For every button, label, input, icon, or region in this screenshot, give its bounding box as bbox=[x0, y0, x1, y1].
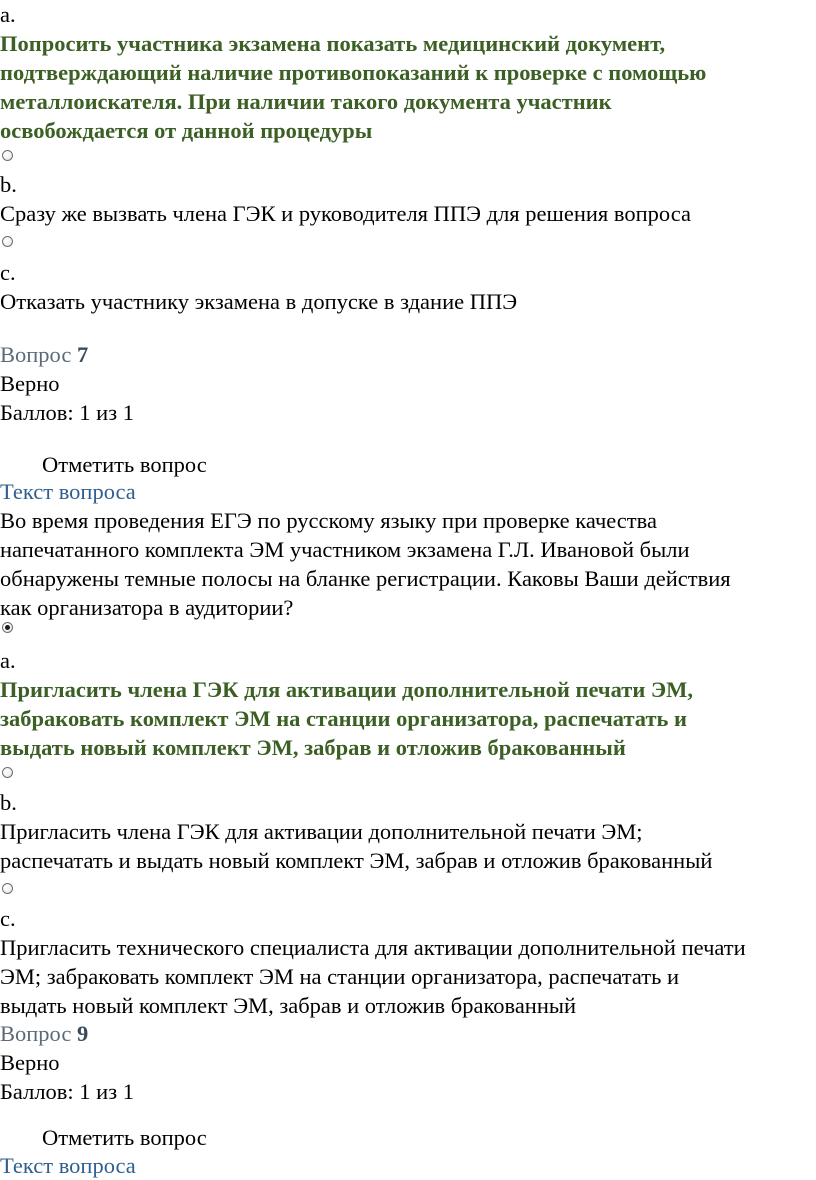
q6-option-c-radio-wrap bbox=[0, 236, 816, 247]
option-text-line: Пригласить члена ГЭК для активации дополнительной печати ЭМ; bbox=[0, 819, 643, 844]
option-text-line: освобождается от данной процедуры bbox=[0, 118, 373, 143]
option-text-line: ЭМ; забраковать комплект ЭМ на станции организатора, распечатать и bbox=[0, 964, 680, 989]
question-text-line: обнаружены темные полосы на бланке регистрации. Каковы Ваши действия bbox=[0, 566, 731, 591]
flag-question-link[interactable]: Отметить вопрос bbox=[42, 452, 207, 477]
q6-option-c-radio[interactable] bbox=[2, 236, 13, 247]
q7-flag bbox=[0, 450, 816, 479]
q7-option-b bbox=[0, 788, 816, 875]
question-number: 9 bbox=[76, 1021, 89, 1046]
question-text-line: как организатора в аудитории? bbox=[0, 595, 294, 620]
q7-option-c-radio-wrap bbox=[0, 883, 816, 894]
q6-option-b bbox=[0, 170, 816, 228]
question-score: Баллов: 1 из 1 bbox=[0, 400, 134, 425]
question-text-label: Текст вопроса bbox=[0, 1153, 136, 1178]
q9-flag bbox=[0, 1123, 816, 1152]
question-status: Верно bbox=[0, 371, 60, 396]
question-text-label: Текст вопроса bbox=[0, 479, 136, 504]
q7-text bbox=[0, 477, 816, 622]
question-heading bbox=[0, 1019, 816, 1048]
flag-question-link[interactable]: Отметить вопрос bbox=[42, 1125, 207, 1150]
q7-option-a bbox=[0, 646, 816, 762]
question-heading bbox=[0, 340, 816, 369]
option-text-line: Пригласить технического специалиста для активации дополнительной печати bbox=[0, 935, 746, 960]
question-score: Баллов: 1 из 1 bbox=[0, 1079, 134, 1104]
question-text-line: напечатанного комплекта ЭМ участником экзамена Г.Л. Ивановой были bbox=[0, 537, 690, 562]
option-letter: a. bbox=[0, 648, 16, 673]
question-label: Вопрос bbox=[0, 1021, 72, 1046]
q9-info bbox=[0, 1019, 816, 1106]
option-text-line: Отказать участнику экзамена в допуске в здание ППЭ bbox=[0, 289, 518, 314]
q9-text bbox=[0, 1151, 816, 1180]
q7-option-a-radio-wrap bbox=[0, 622, 816, 633]
option-letter: c. bbox=[0, 260, 16, 285]
option-text-line: забраковать комплект ЭМ на станции организатора, распечатать и bbox=[0, 706, 688, 731]
q7-info bbox=[0, 340, 816, 427]
q7-option-c bbox=[0, 904, 816, 1020]
q7-option-c-radio[interactable] bbox=[2, 883, 13, 894]
option-letter: b. bbox=[0, 172, 17, 197]
option-letter: c. bbox=[0, 906, 16, 931]
option-letter: a. bbox=[0, 2, 16, 27]
option-text-line: выдать новый комплект ЭМ, забрав и отложив бракованный bbox=[0, 735, 626, 760]
q6-option-c bbox=[0, 258, 816, 316]
option-text-line: металлоискателя. При наличии такого документа участник bbox=[0, 89, 612, 114]
option-text-line: Попросить участника экзамена показать медицинский документ, bbox=[0, 31, 666, 56]
q6-option-a bbox=[0, 0, 816, 145]
q6-option-b-radio-wrap bbox=[0, 150, 816, 161]
q6-option-b-radio[interactable] bbox=[2, 150, 13, 161]
option-text-line: распечатать и выдать новый комплект ЭМ, забрав и отложив бракованный bbox=[0, 848, 713, 873]
question-status: Верно bbox=[0, 1050, 60, 1075]
option-text-line: подтверждающий наличие противопоказаний к проверке с помощью bbox=[0, 60, 707, 85]
q7-option-a-radio[interactable] bbox=[2, 622, 13, 633]
question-label: Вопрос bbox=[0, 342, 72, 367]
q7-option-b-radio-wrap bbox=[0, 767, 816, 778]
option-text-line: Сразу же вызвать члена ГЭК и руководителя ППЭ для решения вопроса bbox=[0, 201, 691, 226]
question-number: 7 bbox=[76, 342, 89, 367]
q7-option-b-radio[interactable] bbox=[2, 767, 13, 778]
option-letter: b. bbox=[0, 790, 17, 815]
question-text-line: Во время проведения ЕГЭ по русскому языку при проверке качества bbox=[0, 508, 657, 533]
option-text-line: выдать новый комплект ЭМ, забрав и отложив бракованный bbox=[0, 993, 577, 1018]
option-text-line: Пригласить члена ГЭК для активации дополнительной печати ЭМ, bbox=[0, 677, 694, 702]
